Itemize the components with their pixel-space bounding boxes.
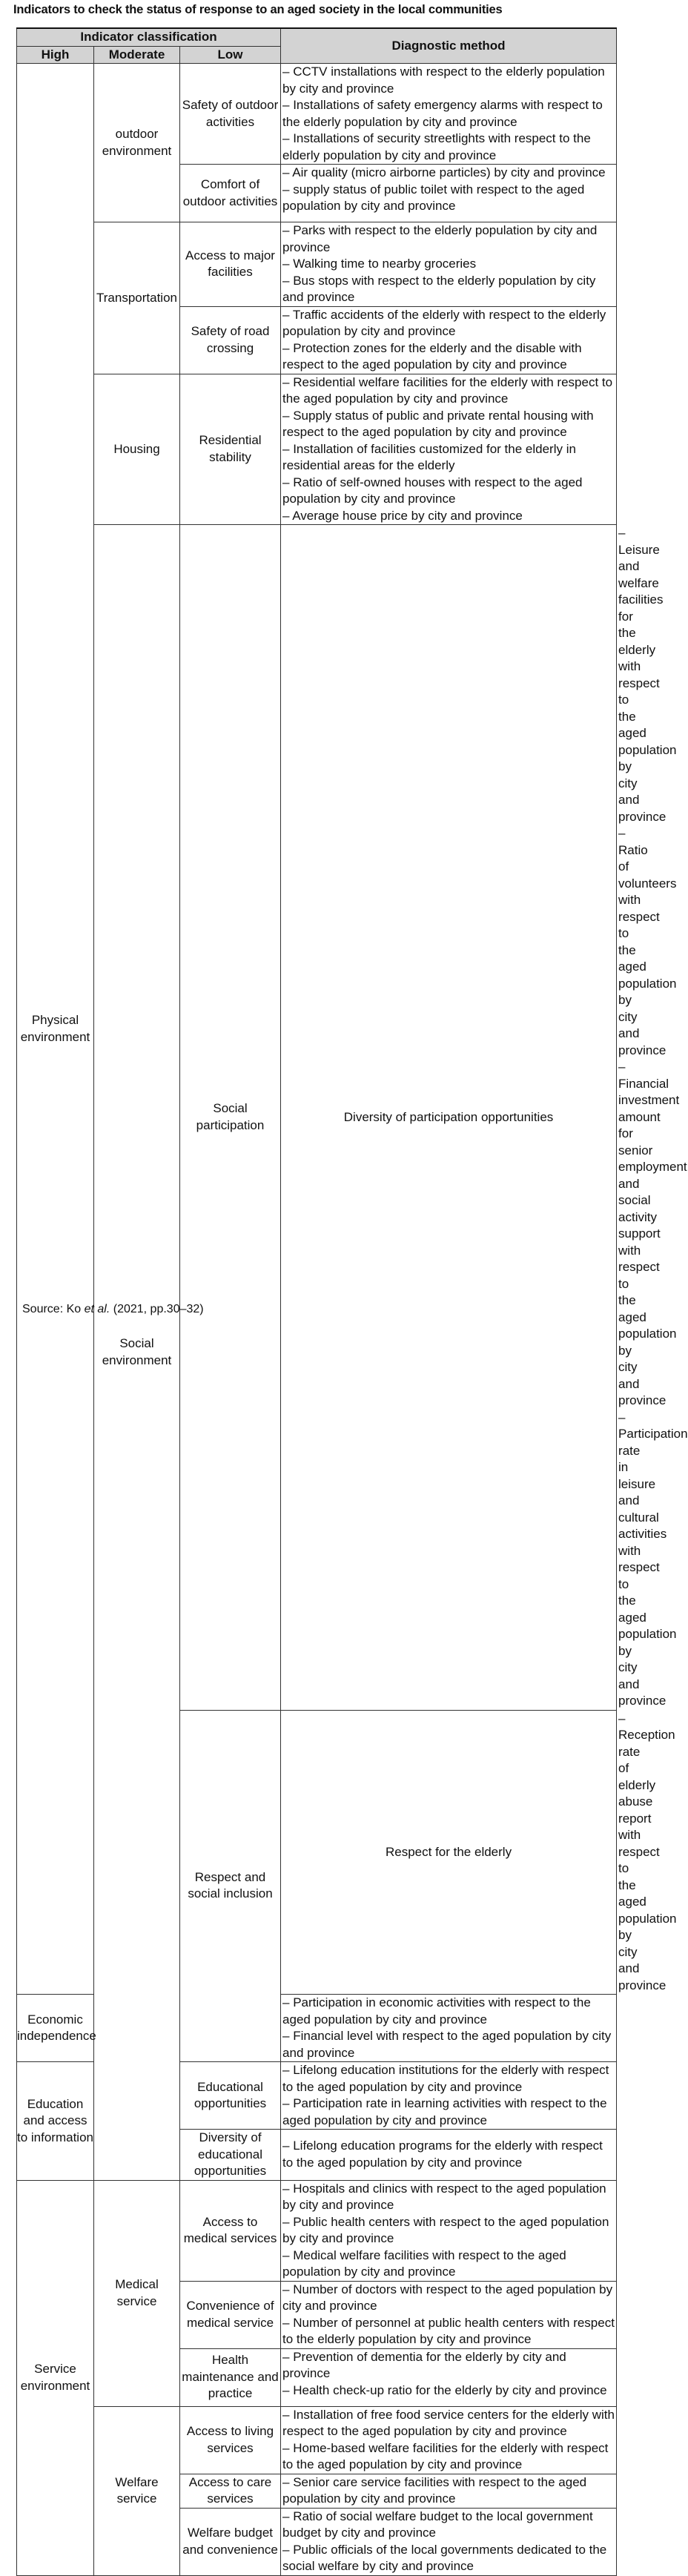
moderate-welfare: Welfare service: [94, 2406, 180, 2575]
diagnostic-item: – Installations of security streetlights with respect to the elderly population by city and province: [282, 131, 591, 162]
diagnostic-item: – Air quality (micro airborne particles) by city and province: [282, 165, 606, 179]
diagnostic-item: – Protection zones for the elderly and the disable with respect to the aged population by city and province: [282, 340, 582, 371]
diagnostic-item: – Participation rate in learning activities with respect to the aged population by city and province: [282, 2096, 607, 2127]
low-cell: Access to care services: [180, 2474, 281, 2508]
diagnostic-item: – Number of personnel at public health centers with respect to the elderly population by city and province: [282, 2315, 615, 2346]
diag-cell: [281, 2474, 617, 2508]
moderate-medical: Medical service: [94, 2180, 180, 2406]
diagnostic-item: – CCTV installations with respect to the elderly population by city and province: [282, 65, 605, 96]
moderate-respect-inclusion: Respect and social inclusion: [180, 1710, 281, 2062]
diagnostic-item: – Lifelong education institutions for the elderly with respect to the aged population by city and province: [282, 2063, 609, 2094]
diagnostic-item: – Installations of safety emergency alarms with respect to the elderly population by city and province: [282, 98, 603, 129]
high-service: Service environment: [17, 2180, 94, 2575]
low-cell: Respect for the elderly: [281, 1710, 617, 1995]
diagnostic-item: – Public health centers with respect to the aged population by city and province: [282, 2214, 609, 2245]
moderate-housing: Housing: [94, 374, 180, 525]
diagnostic-item: – Supply status of public and private rental housing with respect to the aged population by city and province: [282, 408, 594, 439]
header-diagnostic: Diagnostic method: [281, 28, 617, 64]
low-cell: Safety of outdoor activities: [180, 64, 281, 165]
diagnostic-item: – Financial level with respect to the aged population by city and province: [282, 2029, 612, 2060]
low-cell: Access to living services: [180, 2406, 281, 2474]
source-prefix: Source: Ko: [22, 1303, 85, 1315]
source-etal: et al.: [84, 1303, 110, 1315]
moderate-education-info: Education and access to information: [17, 2062, 94, 2181]
diag-cell: [281, 2062, 617, 2130]
diag-cell: [281, 2348, 617, 2406]
moderate-outdoor: outdoor environment: [94, 64, 180, 222]
diagnostic-item: – Installation of free food service centers for the elderly with respect to the aged population by city and province: [282, 2407, 615, 2438]
diagnostic-item: – Traffic accidents of the elderly with respect to the elderly population by city and province: [282, 307, 606, 338]
diagnostic-item: – Walking time to nearby groceries: [282, 257, 477, 271]
diagnostic-item: – Number of doctors with respect to the aged population by city and province: [282, 2282, 613, 2313]
low-cell: Residential stability: [180, 374, 281, 525]
diagnostic-item: – Public officials of the local governments dedicated to the social welfare by city and province: [282, 2542, 607, 2573]
low-cell: Access to medical services: [180, 2180, 281, 2281]
diag-cell: [281, 1995, 617, 2062]
low-cell: Safety of road crossing: [180, 306, 281, 374]
moderate-social-participation: Social participation: [180, 525, 281, 1711]
header-moderate: Moderate: [94, 46, 180, 64]
diagnostic-item: – Prevention of dementia for the elderly by city and province: [282, 2349, 566, 2380]
high-social: Social environment: [94, 525, 180, 2181]
diagnostic-item: – supply status of public toilet with respect to the aged population by city and province: [282, 182, 585, 213]
diag-cell: [281, 2281, 617, 2348]
diag-cell: [281, 222, 617, 307]
diagnostic-item: – Ratio of social welfare budget to the local government budget by city and province: [282, 2509, 593, 2540]
header-high: High: [17, 46, 94, 64]
low-cell: Educational opportunities: [180, 2062, 281, 2130]
diagnostic-item: – Ratio of self-owned houses with respect to the aged population by city and province: [282, 475, 583, 506]
moderate-transportation: Transportation: [94, 222, 180, 374]
diagnostic-item: – Health check-up ratio for the elderly by city and province: [282, 2382, 607, 2397]
low-cell: Economic independence: [17, 1995, 94, 2062]
diagnostic-item: – Bus stops with respect to the elderly population by city and province: [282, 273, 596, 304]
header-low: Low: [180, 46, 281, 64]
diag-cell: [281, 374, 617, 525]
diagnostic-item: – Home-based welfare facilities for the elderly with respect to the aged population by city and province: [282, 2440, 609, 2471]
diagnostic-item: – Hospitals and clinics with respect to the aged population by city and province: [282, 2181, 606, 2212]
high-physical: Physical environment: [17, 64, 94, 1995]
diagnostic-item: – Medical welfare facilities with respect to the aged population by city and province: [282, 2248, 566, 2279]
diag-cell: [281, 306, 617, 374]
indicator-table: Indicator classification Diagnostic method High Moderate Low Physical environment outdoor environment Safety of outdoor activities – CCTV installations with respect to the elderly population by city and province – Installations of safety emergency alarms with respect to the elderly population by city and province – Installations of security streetlights with respect to the elderly population by city and province Comfort of outdoor activities – Air quality (micro airborne particles) by city and province – supply status of public toilet with respect to the aged population by city and province Transportation Access to major facilities – Parks with respect to the elderly population by city and province – Walking time to nearby groceries – Bus stops with respect to the elderly population by city and province Safety of road crossing – Traffic accidents of the elderly with respect to the elderly population by city and province – Protection zones for the elderly and the disable with respect to the aged population by city and province Housing Residential stability – Residential welfare facilities for the elderly with respect to the aged population by city and province – Supply status of public and private rental housing with respect to the aged population by city and province – Installation of facilities customized for the elderly in residential areas for the elderly – Ratio of self-owned houses with respect to the aged population by city and province – Average house price by city and province Social environment Social participation Diversity of participation opportunities – Leisure and welfare facilities for the elderly with respect to the aged population by city and province – Ratio of volunteers with respect to the aged population by city and province – Financial investment amount for senior employment and social activity support with respect to the aged population by city and province – Participation rate in leisure and cultural activities with respect to the aged population by city and province Respect and social inclusion Respect for the elderly – Reception rate of elderly abuse report with respect to the aged population by city and province Economic independence – Participation in economic activities with respect to the aged population by city and province – Financial level with respect to the aged population by city and province Education and access to information Educational opportunities – Lifelong education institutions for the elderly with respect to the aged population by city and province – Participation rate in learning activities with respect to the aged population by city and province Diversity of educational opportunities – Lifelong education programs for the elderly with respect to the aged population by city and province Service environment Medical service Access to medical services – Hospitals and clinics with respect to the aged population by city and province – Public health centers with respect to the aged population by city and province – Medical welfare facilities with respect to the aged population by city and province Convenience of medical service – Number of doctors with respect to the aged population by city and province – Number of personnel at public health centers with respect to the elderly population by city and province Health maintenance and practice – Prevention of dementia for the elderly by city and province – Health check-up ratio for the elderly by city and province Welfare service Access to living services – Installation of free food service centers for the elderly with respect to the aged population by city and province – Home-based welfare facilities for the elderly with respect to the aged population by city and province Access to care services – Senior care service facilities with respect to the aged population by city and province Welfare budget and convenience – Ratio of social welfare budget to the local government budget by city and province – Public officials of the local governments dedicated to the social welfare by city and province: [16, 27, 616, 2576]
source-note: [22, 1303, 204, 1316]
diag-cell: [281, 2508, 617, 2575]
low-cell: Health maintenance and practice: [180, 2348, 281, 2406]
diagnostic-item: – Lifelong education programs for the elderly with respect to the aged population by city and province: [282, 2139, 603, 2170]
diag-cell: [281, 64, 617, 165]
low-cell: Comfort of outdoor activities: [180, 165, 281, 222]
diagnostic-item: – Installation of facilities customized for the elderly in residential areas for the elderly: [282, 441, 576, 472]
low-cell: Diversity of participation opportunities: [281, 525, 617, 1711]
diagnostic-item: – Parks with respect to the elderly population by city and province: [282, 223, 598, 254]
diag-cell: [281, 2406, 617, 2474]
diagnostic-item: – Senior care service facilities with respect to the aged population by city and province: [282, 2474, 587, 2506]
low-cell: Convenience of medical service: [180, 2281, 281, 2348]
header-classification: Indicator classification: [17, 28, 281, 46]
table-title: Indicators to check the status of response to an aged society in the local communities: [13, 3, 503, 16]
diag-cell: [281, 165, 617, 222]
diag-cell: [281, 2130, 617, 2181]
low-cell: Diversity of educational opportunities: [180, 2130, 281, 2181]
source-suffix: (2021, pp.30–32): [110, 1303, 204, 1315]
diagnostic-item: – Participation in economic activities with respect to the aged population by city and province: [282, 1995, 591, 2027]
diagnostic-item: – Residential welfare facilities for the elderly with respect to the aged population by city and province: [282, 374, 613, 406]
low-cell: Access to major facilities: [180, 222, 281, 307]
diag-cell: [281, 2180, 617, 2281]
low-cell: Welfare budget and convenience: [180, 2508, 281, 2575]
diagnostic-item: – Average house price by city and province: [282, 508, 523, 523]
